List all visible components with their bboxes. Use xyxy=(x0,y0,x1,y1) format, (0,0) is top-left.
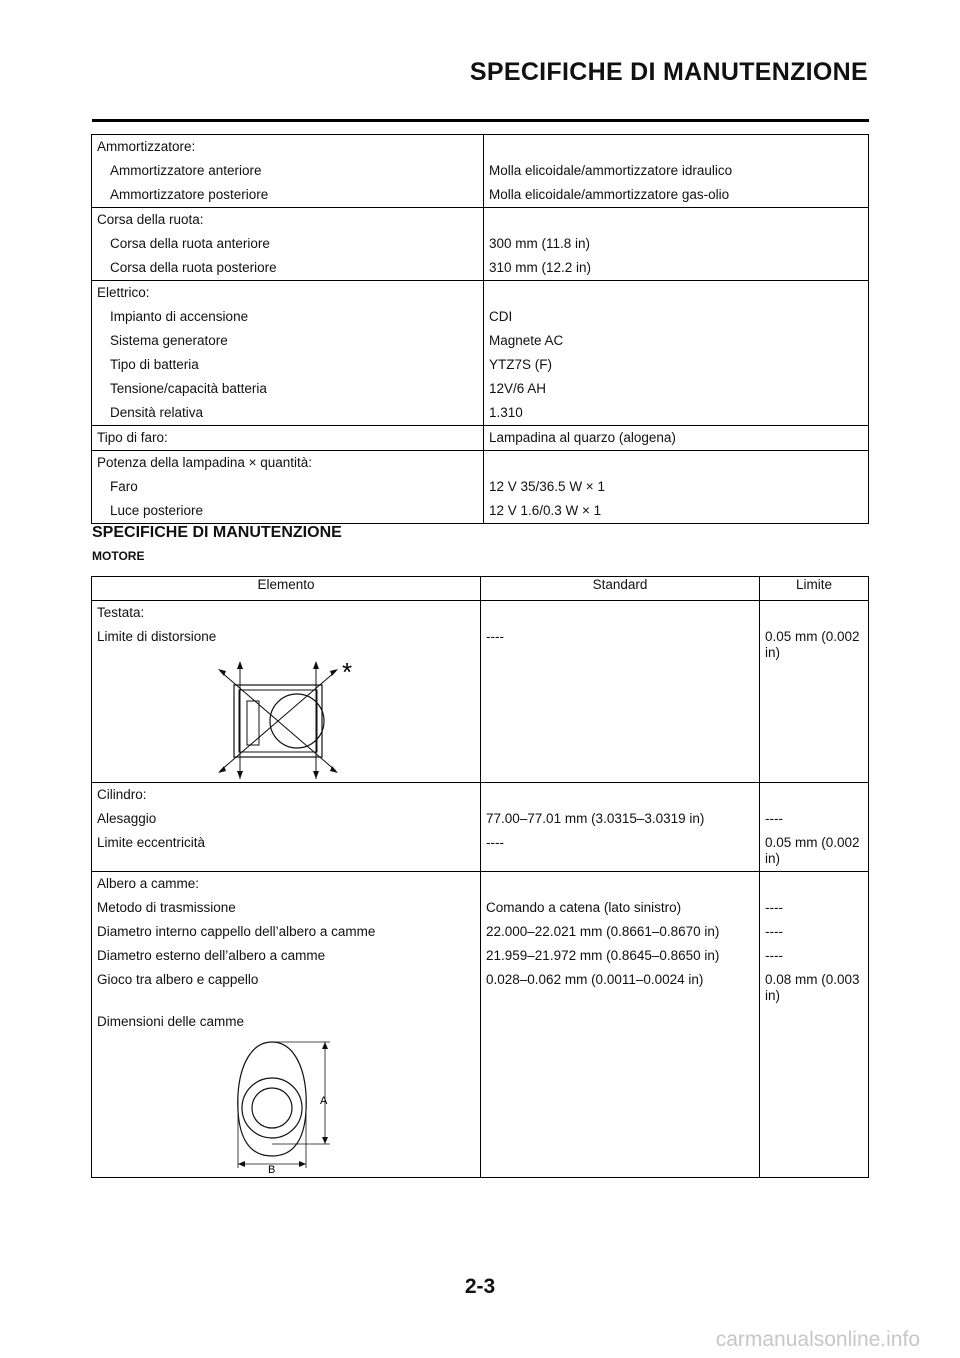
row-standard: ---- xyxy=(486,629,504,644)
row-standard: Comando a catena (lato sinistro) xyxy=(486,900,682,915)
page-number: 2-3 xyxy=(464,1275,496,1298)
table-row xyxy=(92,451,869,476)
page-title: SPECIFICHE DI MANUTENZIONE xyxy=(469,58,868,86)
row-label: Diametro esterno dell’albero a camme xyxy=(97,948,326,963)
row-standard: 22.000–22.021 mm (0.8661–0.8670 in) xyxy=(486,924,720,939)
table-row xyxy=(92,601,869,626)
table-row xyxy=(92,625,869,783)
row-value: Molla elicoidale/ammortizzatore idraulico xyxy=(489,163,733,178)
row-value: 12V/6 AH xyxy=(489,381,547,396)
row-standard: ---- xyxy=(486,835,504,850)
row-limit: ---- xyxy=(765,900,783,915)
engine-spec-table xyxy=(91,576,869,1178)
cam-lobe-diagram xyxy=(92,1034,480,1174)
table-row xyxy=(92,208,869,233)
table-row xyxy=(92,831,869,872)
row-standard: 77.00–77.01 mm (3.0315–3.0319 in) xyxy=(486,811,705,826)
table-row xyxy=(92,475,869,499)
row-label: Alesaggio xyxy=(97,811,157,826)
row-label: Tipo di batteria xyxy=(110,357,199,372)
dimension-label-b: B xyxy=(268,1164,276,1174)
group-header: Testata: xyxy=(97,605,145,620)
watermark[interactable]: carmanualsonline.info xyxy=(715,1328,920,1351)
row-label: Faro xyxy=(110,479,138,494)
row-value: 1.310 xyxy=(489,405,523,420)
table-row xyxy=(92,183,869,208)
table-row xyxy=(92,1008,869,1178)
row-label: Tensione/capacità batteria xyxy=(110,381,267,396)
table-row xyxy=(92,499,869,524)
row-label: Metodo di trasmissione xyxy=(97,900,236,915)
row-label: Impianto di accensione xyxy=(110,309,249,324)
figure-star: * xyxy=(342,657,353,687)
sub-heading: MOTORE xyxy=(92,549,145,563)
column-header: Limite xyxy=(760,577,869,601)
cylinder-head-diagram xyxy=(92,649,480,779)
row-label: Ammortizzatore posteriore xyxy=(110,187,269,202)
section-heading: SPECIFICHE DI MANUTENZIONE xyxy=(92,524,342,541)
row-value: 310 mm (12.2 in) xyxy=(489,260,592,275)
row-value: CDI xyxy=(489,309,513,324)
column-header: Elemento xyxy=(92,577,481,601)
table-row xyxy=(92,256,869,281)
table-row xyxy=(92,896,869,920)
row-limit: 0.05 mm (0.002 in) xyxy=(765,629,860,660)
row-label: Corsa della ruota posteriore xyxy=(110,260,277,275)
table-row xyxy=(92,968,869,1008)
table-row xyxy=(92,135,869,160)
row-limit: ---- xyxy=(765,924,783,939)
table-row xyxy=(92,329,869,353)
dimension-label-a: A xyxy=(320,1095,328,1107)
row-standard: 21.959–21.972 mm (0.8645–0.8650 in) xyxy=(486,948,720,963)
row-value: 300 mm (11.8 in) xyxy=(489,236,591,251)
row-label: Limite eccentricità xyxy=(97,835,206,850)
table-row xyxy=(92,426,869,451)
table-row xyxy=(92,401,869,426)
row-value: Magnete AC xyxy=(489,333,564,348)
table-row xyxy=(92,353,869,377)
cam-dimensions-figure xyxy=(92,1034,480,1177)
row-label: Limite di distorsione xyxy=(97,629,217,644)
row-label: Gioco tra albero e cappello xyxy=(97,972,259,987)
row-value: Lampadina al quarzo (alogena) xyxy=(489,430,676,445)
group-header: Tipo di faro: xyxy=(97,430,168,445)
table-row xyxy=(92,281,869,306)
table-row xyxy=(92,783,869,808)
row-label: Ammortizzatore anteriore xyxy=(110,163,262,178)
row-value: 12 V 1.6/0.3 W × 1 xyxy=(489,503,602,518)
table-row xyxy=(92,159,869,183)
chassis-electrical-spec-table xyxy=(91,134,869,524)
row-label: Dimensioni delle camme xyxy=(97,1014,245,1029)
table-row xyxy=(92,944,869,968)
group-header: Albero a camme: xyxy=(97,876,200,891)
table-row xyxy=(92,807,869,831)
row-limit: ---- xyxy=(765,948,783,963)
table-row xyxy=(92,232,869,256)
row-label: Luce posteriore xyxy=(110,503,204,518)
row-limit: ---- xyxy=(765,811,783,826)
column-header: Standard xyxy=(481,577,760,601)
table-header-row xyxy=(92,577,869,601)
group-header: Corsa della ruota: xyxy=(97,212,204,227)
table-row xyxy=(92,377,869,401)
row-label: Corsa della ruota anteriore xyxy=(110,236,270,251)
row-value: YTZ7S (F) xyxy=(489,357,552,372)
table-row xyxy=(92,920,869,944)
group-header: Elettrico: xyxy=(97,285,150,300)
row-limit: 0.05 mm (0.002 in) xyxy=(765,835,860,866)
row-value: Molla elicoidale/ammortizzatore gas-olio xyxy=(489,187,730,202)
table-row xyxy=(92,872,869,897)
group-header: Potenza della lampadina × quantità: xyxy=(97,455,313,470)
cylinder-head-warpage-figure xyxy=(92,649,480,782)
group-header: Ammortizzatore: xyxy=(97,139,196,154)
row-label: Densità relativa xyxy=(110,405,204,420)
row-label: Diametro interno cappello dell’albero a camme xyxy=(97,924,376,939)
row-limit: 0.08 mm (0.003 in) xyxy=(765,972,860,1003)
group-header: Cilindro: xyxy=(97,787,147,802)
title-rule xyxy=(92,119,869,122)
row-standard: 0.028–0.062 mm (0.0011–0.0024 in) xyxy=(486,972,704,987)
row-value: 12 V 35/36.5 W × 1 xyxy=(489,479,605,494)
table-row xyxy=(92,305,869,329)
row-label: Sistema generatore xyxy=(110,333,228,348)
